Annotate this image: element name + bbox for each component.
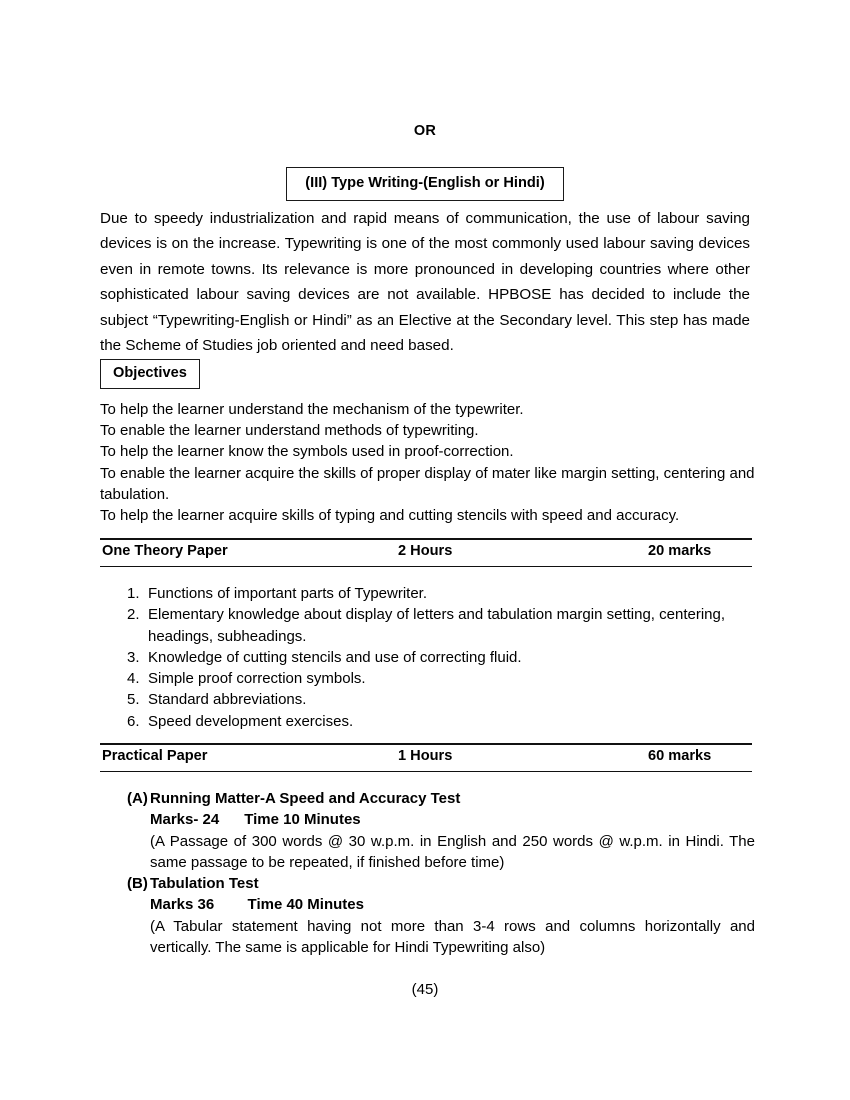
theory-topic-text: Knowledge of cutting stencils and use of correcting fluid. [148,648,522,666]
practical-paper-header-row [100,743,752,772]
practical-paper-marks: 60 marks [648,748,712,764]
theory-topic-item [100,583,755,604]
theory-topics-list [100,583,755,732]
theory-topic-number: 1. [127,585,140,602]
objective-item: To enable the learner acquire the skills of proper display of mater like margin setting, centering and tabulation. [100,464,755,503]
practical-section-title: Tabulation Test [150,875,259,893]
practical-section-title: Running Matter-A Speed and Accuracy Test [150,790,461,807]
practical-section-heading [100,788,755,809]
objectives-list [100,399,760,526]
theory-topic-number: 3. [127,648,140,666]
theory-topic-item [100,689,755,710]
theory-topic-item [100,668,755,689]
theory-topic-text: Standard abbreviations. [148,691,307,709]
objective-item: To help the learner acquire skills of typing and cutting stencils with speed and accuracy. [100,507,680,525]
theory-paper-marks: 20 marks [648,543,712,559]
practical-section [100,788,755,873]
section-title-box: (III) Type Writing-(English or Hindi) [286,167,563,201]
theory-paper-name: One Theory Paper [102,543,228,559]
practical-section-letter: (B) [127,875,148,893]
theory-topic-text: Speed development exercises. [148,712,354,730]
practical-section [100,873,755,958]
theory-topic-text: Simple proof correction symbols. [148,670,366,688]
practical-paper-duration: 1 Hours [398,748,453,764]
theory-topic-number: 4. [127,670,140,688]
or-separator-label: OR [413,123,437,139]
practical-section-note: (A Passage of 300 words @ 30 w.p.m. in English and 250 words @ w.p.m. in Hindi. The same passage to be repeated, if finished before time) [150,832,755,871]
theory-topic-item [100,711,755,732]
objectives-heading-box: Objectives [100,359,200,389]
theory-topic-number: 6. [127,712,140,730]
theory-topic-number: 2. [127,606,140,624]
theory-paper-duration: 2 Hours [398,543,453,559]
introduction-paragraph: Due to speedy industrialization and rapid means of communication, the use of labour saving devices is on the increase. Typewriting is one of the most commonly used labour saving devices even in remote towns. Its relevance is more pronounced in developing countries where other sophisticated labour saving devices are not available. HPBOSE has decided to include the subject “Typewriting-English or Hindi” as an Elective at the Secondary level. This step has made the Scheme of Studies job oriented and need based. [100,210,750,355]
practical-section-marks-line: Marks 36 Time 40 Minutes [150,896,364,914]
theory-paper-header-row [100,538,752,567]
practical-section-letter: (A) [127,790,148,807]
theory-topic-number: 5. [127,691,140,709]
objective-item: To help the learner understand the mechanism of the typewriter. [100,401,524,418]
theory-topic-text: Elementary knowledge about display of letters and tabulation margin setting, centering, headings, subheadings. [148,606,726,645]
theory-topic-item [100,647,755,668]
practical-paper-name: Practical Paper [102,748,208,764]
practical-section-heading [100,873,755,894]
practical-section-marks-line: Marks- 24 Time 10 Minutes [150,811,361,829]
practical-section-note: (A Tabular statement having not more than 3-4 rows and columns horizontally and vertically. The same is applicable for Hindi Typewriting also) [150,917,755,957]
theory-topic-text: Functions of important parts of Typewriter. [148,585,428,602]
objective-item: To help the learner know the symbols used in proof-correction. [100,443,514,461]
document-page [100,0,755,1100]
section-title-container [100,167,750,201]
objectives-heading-container [100,359,200,389]
page-number: (45) [411,981,439,998]
objective-item: To enable the learner understand methods of typewriting. [100,422,479,440]
theory-topic-item [100,604,755,647]
practical-sections-list [100,788,755,958]
